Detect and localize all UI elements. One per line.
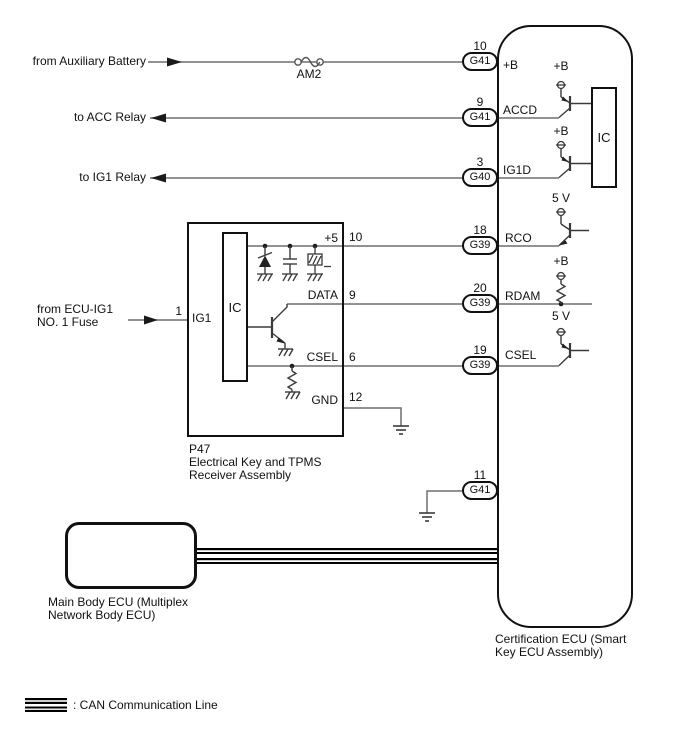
power-label-ig1d: +B xyxy=(553,124,569,138)
power-label-rco: 5 V xyxy=(551,191,570,205)
connector-label: G39 xyxy=(469,297,491,309)
pin-number: 18 xyxy=(473,223,487,237)
arrow-left-icon xyxy=(151,114,166,183)
connector-g40-pin3 xyxy=(462,168,498,187)
connector-g39-pin19 xyxy=(462,356,498,375)
connector-g41-pin11 xyxy=(462,481,498,500)
p47-pin-9: 9 xyxy=(349,288,356,302)
connector-g39-pin20 xyxy=(462,294,498,313)
connector-g41-pin10 xyxy=(462,52,498,71)
p47-label-data: DATA xyxy=(307,288,338,302)
arrow-right-icon xyxy=(144,58,182,325)
p47-label-gnd: GND xyxy=(311,393,338,407)
connector-label: G39 xyxy=(469,239,491,251)
p47-pin-12: 12 xyxy=(349,390,363,404)
connector-label: G40 xyxy=(469,171,491,183)
p47-name-line1: Electrical Key and TPMS xyxy=(189,455,322,469)
pin-number: 9 xyxy=(476,95,484,109)
p47-ic-label: IC xyxy=(228,300,242,315)
main-body-ecu-box xyxy=(65,522,197,589)
connector-label: G41 xyxy=(469,55,491,67)
label-ecu-ig1-fuse-line2: NO. 1 Fuse xyxy=(37,315,99,329)
connector-label: G41 xyxy=(469,484,491,496)
certification-ecu-name-line1: Certification ECU (Smart xyxy=(495,632,627,646)
legend-can-label: : CAN Communication Line xyxy=(73,698,218,712)
power-label-csel: 5 V xyxy=(551,309,570,323)
ground-icon xyxy=(393,426,435,521)
ecu-pin-label-b: +B xyxy=(503,58,519,72)
connector-g39-pin18 xyxy=(462,236,498,255)
main-body-ecu-name-line1: Main Body ECU (Multiplex xyxy=(48,595,189,609)
power-label-accd: +B xyxy=(553,59,569,73)
ecu-pin-label-accd: ACCD xyxy=(503,103,538,117)
pin-number: 10 xyxy=(473,39,487,53)
p47-name-line2: Receiver Assembly xyxy=(189,468,292,482)
ecu-pin-label-rdam: RDAM xyxy=(505,289,541,303)
pin-number: 19 xyxy=(473,343,487,357)
pin-number: 11 xyxy=(473,468,487,482)
pin-number: 20 xyxy=(473,281,487,295)
connector-label: G41 xyxy=(469,111,491,123)
p47-pin-10: 10 xyxy=(349,230,363,244)
label-ig1-relay: to IG1 Relay xyxy=(79,170,146,184)
label-aux-battery: from Auxiliary Battery xyxy=(32,54,146,68)
p47-label-plus5: +5 xyxy=(324,231,338,245)
p47-pin-1: 1 xyxy=(175,304,182,318)
ecu-pin-label-csel: CSEL xyxy=(505,348,537,362)
ecu-pin-label-ig1d: IG1D xyxy=(503,163,532,177)
p47-ref: P47 xyxy=(189,442,211,456)
label-ecu-ig1-fuse-line1: from ECU-IG1 xyxy=(37,302,114,316)
p47-label-ig1: IG1 xyxy=(192,311,212,325)
can-line-legend-icon xyxy=(25,698,67,712)
connector-g41-pin9 xyxy=(462,108,498,127)
connector-label: G39 xyxy=(469,359,491,371)
p47-label-csel: CSEL xyxy=(306,350,338,364)
pin-number: 3 xyxy=(476,155,484,169)
ecu-ic-label: IC xyxy=(597,130,611,145)
label-fuse-am2: AM2 xyxy=(296,67,322,81)
p47-pin-6: 6 xyxy=(349,350,356,364)
can-line xyxy=(197,548,497,564)
power-label-rdam: +B xyxy=(553,254,569,268)
ecu-pin-label-rco: RCO xyxy=(505,231,532,245)
certification-ecu-name-line2: Key ECU Assembly) xyxy=(495,645,604,659)
main-body-ecu-name-line2: Network Body ECU) xyxy=(48,608,156,622)
label-acc-relay: to ACC Relay xyxy=(73,110,146,124)
